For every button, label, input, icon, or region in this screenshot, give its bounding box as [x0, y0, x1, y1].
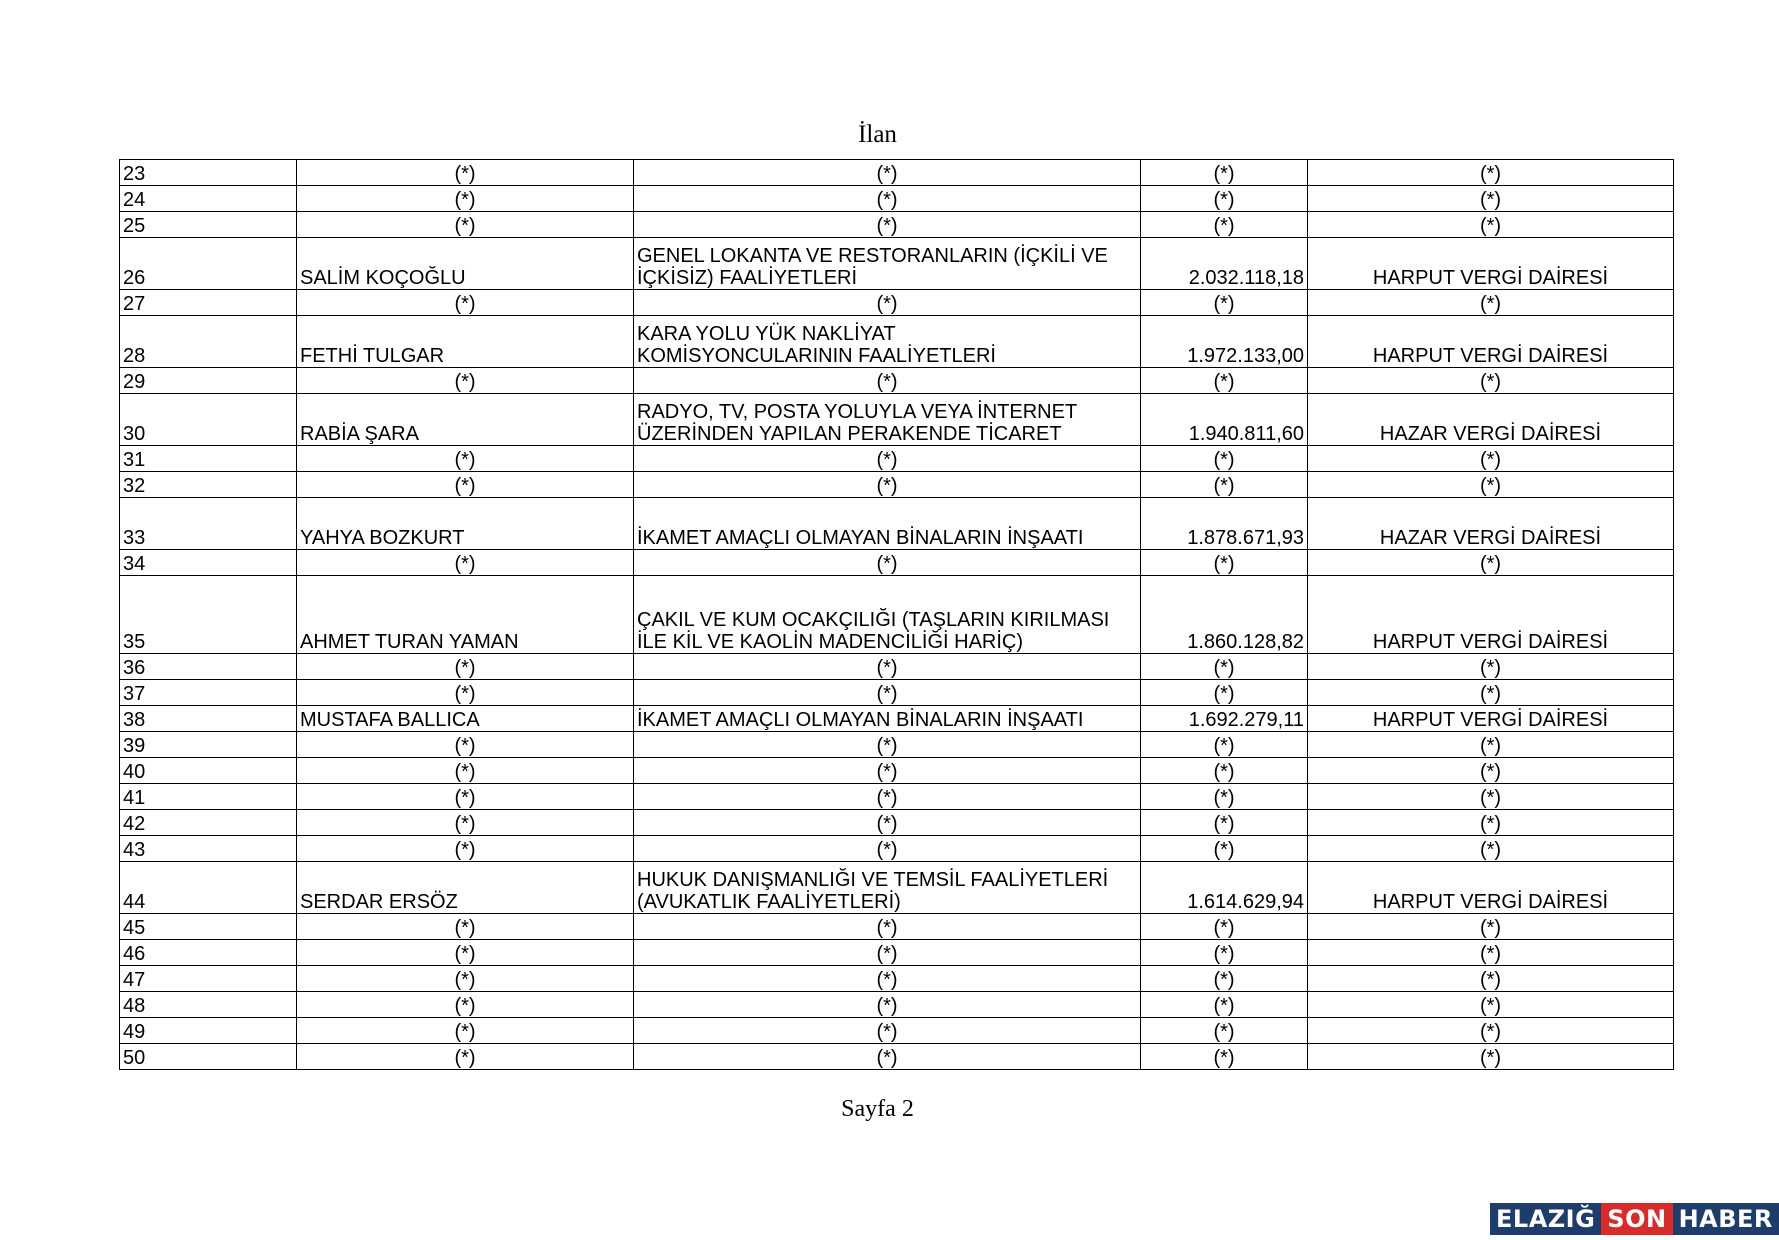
activity-cell [634, 862, 1141, 914]
row-number-cell: 49 [120, 1018, 297, 1044]
activity-cell [634, 576, 1141, 654]
table-row [120, 758, 1674, 784]
activity-cell [634, 810, 1141, 836]
tax-office-cell: HAZAR VERGİ DAİRESİ [1308, 394, 1674, 446]
taxpayer-name-cell: FETHİ TULGAR [297, 316, 634, 368]
table-row [120, 238, 1674, 290]
taxpayer-name-cell: (*) [297, 186, 634, 212]
watermark-logo [1490, 1203, 1779, 1235]
taxpayer-name-cell: (*) [297, 654, 634, 680]
activity-cell [634, 654, 1141, 680]
amount-cell: (*) [1141, 446, 1308, 472]
activity-cell [634, 732, 1141, 758]
activity-line: ÜZERİNDEN YAPILAN PERAKENDE TİCARET [637, 423, 1062, 445]
row-number-cell: 43 [120, 836, 297, 862]
activity-line: (*) [876, 969, 898, 991]
amount-cell: (*) [1141, 654, 1308, 680]
tax-office-cell: (*) [1308, 446, 1674, 472]
logo-part-son: SON [1601, 1203, 1672, 1235]
row-number-cell: 25 [120, 212, 297, 238]
amount-cell: (*) [1141, 940, 1308, 966]
amount-cell: (*) [1141, 784, 1308, 810]
amount-cell: (*) [1141, 1044, 1308, 1070]
tax-office-cell: (*) [1308, 758, 1674, 784]
tax-office-cell: (*) [1308, 1044, 1674, 1070]
activity-line: (*) [876, 1021, 898, 1043]
taxpayer-name-cell: (*) [297, 368, 634, 394]
table-row [120, 706, 1674, 732]
row-number-cell: 38 [120, 706, 297, 732]
activity-line: (*) [876, 371, 898, 393]
activity-line: İLE KİL VE KAOLİN MADENCİLİĞİ HARİÇ) [637, 631, 1024, 653]
row-number-cell: 44 [120, 862, 297, 914]
activity-line: (AVUKATLIK FAALİYETLERİ) [637, 891, 901, 913]
table-row [120, 212, 1674, 238]
table-row [120, 654, 1674, 680]
table-row [120, 576, 1674, 654]
activity-line: HUKUK DANIŞMANLIĞI VE TEMSİL FAALİYETLERİ [637, 869, 1109, 891]
activity-cell [634, 1044, 1141, 1070]
activity-cell [634, 290, 1141, 316]
table-row [120, 862, 1674, 914]
activity-cell [634, 836, 1141, 862]
tax-office-cell: (*) [1308, 212, 1674, 238]
activity-cell [634, 212, 1141, 238]
logo-part-elazig: ELAZIĞ [1490, 1203, 1601, 1235]
activity-line: (*) [876, 1047, 898, 1069]
table-row [120, 550, 1674, 576]
taxpayer-name-cell: (*) [297, 212, 634, 238]
activity-line: (*) [876, 735, 898, 757]
row-number-cell: 40 [120, 758, 297, 784]
table-row [120, 732, 1674, 758]
amount-cell: (*) [1141, 732, 1308, 758]
tax-office-cell: (*) [1308, 784, 1674, 810]
activity-line: KOMİSYONCULARININ FAALİYETLERİ [637, 345, 996, 367]
amount-cell: (*) [1141, 212, 1308, 238]
table-row [120, 914, 1674, 940]
row-number-cell: 35 [120, 576, 297, 654]
table-row [120, 160, 1674, 186]
amount-cell: 1.692.279,11 [1141, 706, 1308, 732]
row-number-cell: 39 [120, 732, 297, 758]
taxpayer-name-cell: (*) [297, 550, 634, 576]
taxpayer-name-cell: (*) [297, 914, 634, 940]
taxpayer-name-cell: (*) [297, 836, 634, 862]
taxpayer-name-cell: (*) [297, 784, 634, 810]
activity-line: İÇKİSİZ) FAALİYETLERİ [637, 267, 858, 289]
activity-cell [634, 758, 1141, 784]
activity-cell [634, 1018, 1141, 1044]
tax-office-cell: (*) [1308, 836, 1674, 862]
table-row [120, 316, 1674, 368]
tax-office-cell: (*) [1308, 472, 1674, 498]
activity-line: KARA YOLU YÜK NAKLİYAT [637, 323, 896, 345]
activity-line: GENEL LOKANTA VE RESTORANLARIN (İÇKİLİ VE [637, 245, 1108, 267]
table-row [120, 394, 1674, 446]
activity-line: (*) [876, 761, 898, 783]
activity-line: (*) [876, 475, 898, 497]
activity-cell [634, 914, 1141, 940]
tax-office-cell: (*) [1308, 810, 1674, 836]
activity-cell [634, 966, 1141, 992]
amount-cell: 1.940.811,60 [1141, 394, 1308, 446]
tax-office-cell: (*) [1308, 914, 1674, 940]
activity-line: (*) [876, 813, 898, 835]
activity-cell [634, 940, 1141, 966]
taxpayer-name-cell: (*) [297, 160, 634, 186]
activity-cell [634, 238, 1141, 290]
activity-line: (*) [876, 163, 898, 185]
taxpayer-name-cell: (*) [297, 758, 634, 784]
taxpayer-name-cell: (*) [297, 1018, 634, 1044]
table-row [120, 368, 1674, 394]
amount-cell: 1.972.133,00 [1141, 316, 1308, 368]
row-number-cell: 27 [120, 290, 297, 316]
activity-line: (*) [876, 293, 898, 315]
row-number-cell: 26 [120, 238, 297, 290]
tax-office-cell: (*) [1308, 992, 1674, 1018]
activity-cell [634, 160, 1141, 186]
tax-office-cell: HARPUT VERGİ DAİRESİ [1308, 862, 1674, 914]
taxpayer-name-cell: (*) [297, 992, 634, 1018]
taxpayer-name-cell: (*) [297, 1044, 634, 1070]
taxpayer-name-cell: SALİM KOÇOĞLU [297, 238, 634, 290]
activity-cell [634, 706, 1141, 732]
taxpayer-name-cell: (*) [297, 732, 634, 758]
activity-cell [634, 784, 1141, 810]
table-row [120, 784, 1674, 810]
tax-office-cell: HARPUT VERGİ DAİRESİ [1308, 238, 1674, 290]
activity-line: (*) [876, 683, 898, 705]
tax-office-cell: HAZAR VERGİ DAİRESİ [1308, 498, 1674, 550]
table-row [120, 992, 1674, 1018]
tax-office-cell: HARPUT VERGİ DAİRESİ [1308, 706, 1674, 732]
row-number-cell: 28 [120, 316, 297, 368]
row-number-cell: 46 [120, 940, 297, 966]
amount-cell: (*) [1141, 992, 1308, 1018]
amount-cell: (*) [1141, 550, 1308, 576]
activity-cell [634, 368, 1141, 394]
row-number-cell: 41 [120, 784, 297, 810]
row-number-cell: 33 [120, 498, 297, 550]
amount-cell: 1.860.128,82 [1141, 576, 1308, 654]
tax-office-cell: (*) [1308, 680, 1674, 706]
activity-line: (*) [876, 215, 898, 237]
activity-line: (*) [876, 917, 898, 939]
tax-office-cell: (*) [1308, 368, 1674, 394]
tax-office-cell: (*) [1308, 290, 1674, 316]
table-row [120, 940, 1674, 966]
activity-cell [634, 316, 1141, 368]
amount-cell: (*) [1141, 758, 1308, 784]
tax-office-cell: (*) [1308, 160, 1674, 186]
table-row [120, 446, 1674, 472]
amount-cell: (*) [1141, 680, 1308, 706]
row-number-cell: 29 [120, 368, 297, 394]
row-number-cell: 32 [120, 472, 297, 498]
amount-cell: (*) [1141, 836, 1308, 862]
taxpayer-name-cell: YAHYA BOZKURT [297, 498, 634, 550]
logo-part-haber: HABER [1673, 1203, 1779, 1235]
amount-cell: (*) [1141, 186, 1308, 212]
taxpayer-name-cell: RABİA ŞARA [297, 394, 634, 446]
row-number-cell: 45 [120, 914, 297, 940]
amount-cell: (*) [1141, 966, 1308, 992]
tax-office-cell: (*) [1308, 550, 1674, 576]
taxpayer-name-cell: SERDAR ERSÖZ [297, 862, 634, 914]
amount-cell: 1.614.629,94 [1141, 862, 1308, 914]
table-row [120, 810, 1674, 836]
activity-line: İKAMET AMAÇLI OLMAYAN BİNALARIN İNŞAATI [637, 527, 1084, 549]
activity-line: (*) [876, 943, 898, 965]
amount-cell: (*) [1141, 160, 1308, 186]
table-row [120, 1044, 1674, 1070]
row-number-cell: 42 [120, 810, 297, 836]
activity-line: (*) [876, 657, 898, 679]
activity-line: (*) [876, 995, 898, 1017]
activity-line: RADYO, TV, POSTA YOLUYLA VEYA İNTERNET [637, 401, 1078, 423]
activity-line: (*) [876, 449, 898, 471]
page-number: Sayfa 2 [841, 1096, 914, 1122]
amount-cell: (*) [1141, 290, 1308, 316]
tax-office-cell: (*) [1308, 732, 1674, 758]
amount-cell: (*) [1141, 810, 1308, 836]
row-number-cell: 37 [120, 680, 297, 706]
taxpayer-name-cell: (*) [297, 290, 634, 316]
activity-cell [634, 446, 1141, 472]
activity-cell [634, 550, 1141, 576]
activity-cell [634, 394, 1141, 446]
activity-line: (*) [876, 553, 898, 575]
taxpayer-name-cell: (*) [297, 472, 634, 498]
table-row [120, 186, 1674, 212]
activity-cell [634, 680, 1141, 706]
amount-cell: (*) [1141, 368, 1308, 394]
tax-office-cell: (*) [1308, 1018, 1674, 1044]
activity-line: ÇAKIL VE KUM OCAKÇILIĞI (TAŞLARIN KIRILMASI [637, 609, 1110, 631]
table-row [120, 966, 1674, 992]
row-number-cell: 48 [120, 992, 297, 1018]
activity-cell [634, 186, 1141, 212]
activity-line: (*) [876, 787, 898, 809]
taxpayer-name-cell: MUSTAFA BALLICA [297, 706, 634, 732]
table-row [120, 472, 1674, 498]
activity-cell [634, 498, 1141, 550]
tax-office-cell: (*) [1308, 940, 1674, 966]
row-number-cell: 23 [120, 160, 297, 186]
table-row [120, 836, 1674, 862]
taxpayer-name-cell: (*) [297, 680, 634, 706]
row-number-cell: 31 [120, 446, 297, 472]
table-row [120, 1018, 1674, 1044]
row-number-cell: 30 [120, 394, 297, 446]
row-number-cell: 24 [120, 186, 297, 212]
activity-line: (*) [876, 839, 898, 861]
amount-cell: 2.032.118,18 [1141, 238, 1308, 290]
amount-cell: (*) [1141, 1018, 1308, 1044]
tax-office-cell: (*) [1308, 966, 1674, 992]
activity-line: (*) [876, 189, 898, 211]
row-number-cell: 47 [120, 966, 297, 992]
tax-office-cell: (*) [1308, 186, 1674, 212]
table-row [120, 290, 1674, 316]
activity-line: İKAMET AMAÇLI OLMAYAN BİNALARIN İNŞAATI [637, 709, 1084, 731]
row-number-cell: 36 [120, 654, 297, 680]
amount-cell: 1.878.671,93 [1141, 498, 1308, 550]
activity-cell [634, 992, 1141, 1018]
taxpayer-table-body [120, 160, 1674, 1070]
row-number-cell: 34 [120, 550, 297, 576]
tax-office-cell: HARPUT VERGİ DAİRESİ [1308, 316, 1674, 368]
tax-office-cell: (*) [1308, 654, 1674, 680]
taxpayer-name-cell: (*) [297, 940, 634, 966]
row-number-cell: 50 [120, 1044, 297, 1070]
taxpayer-name-cell: (*) [297, 810, 634, 836]
table-row [120, 680, 1674, 706]
taxpayer-name-cell: (*) [297, 446, 634, 472]
taxpayer-table [119, 159, 1674, 1070]
table-row [120, 498, 1674, 550]
tax-office-cell: HARPUT VERGİ DAİRESİ [1308, 576, 1674, 654]
taxpayer-name-cell: (*) [297, 966, 634, 992]
activity-cell [634, 472, 1141, 498]
amount-cell: (*) [1141, 472, 1308, 498]
page-title: İlan [858, 121, 897, 148]
amount-cell: (*) [1141, 914, 1308, 940]
taxpayer-name-cell: AHMET TURAN YAMAN [297, 576, 634, 654]
